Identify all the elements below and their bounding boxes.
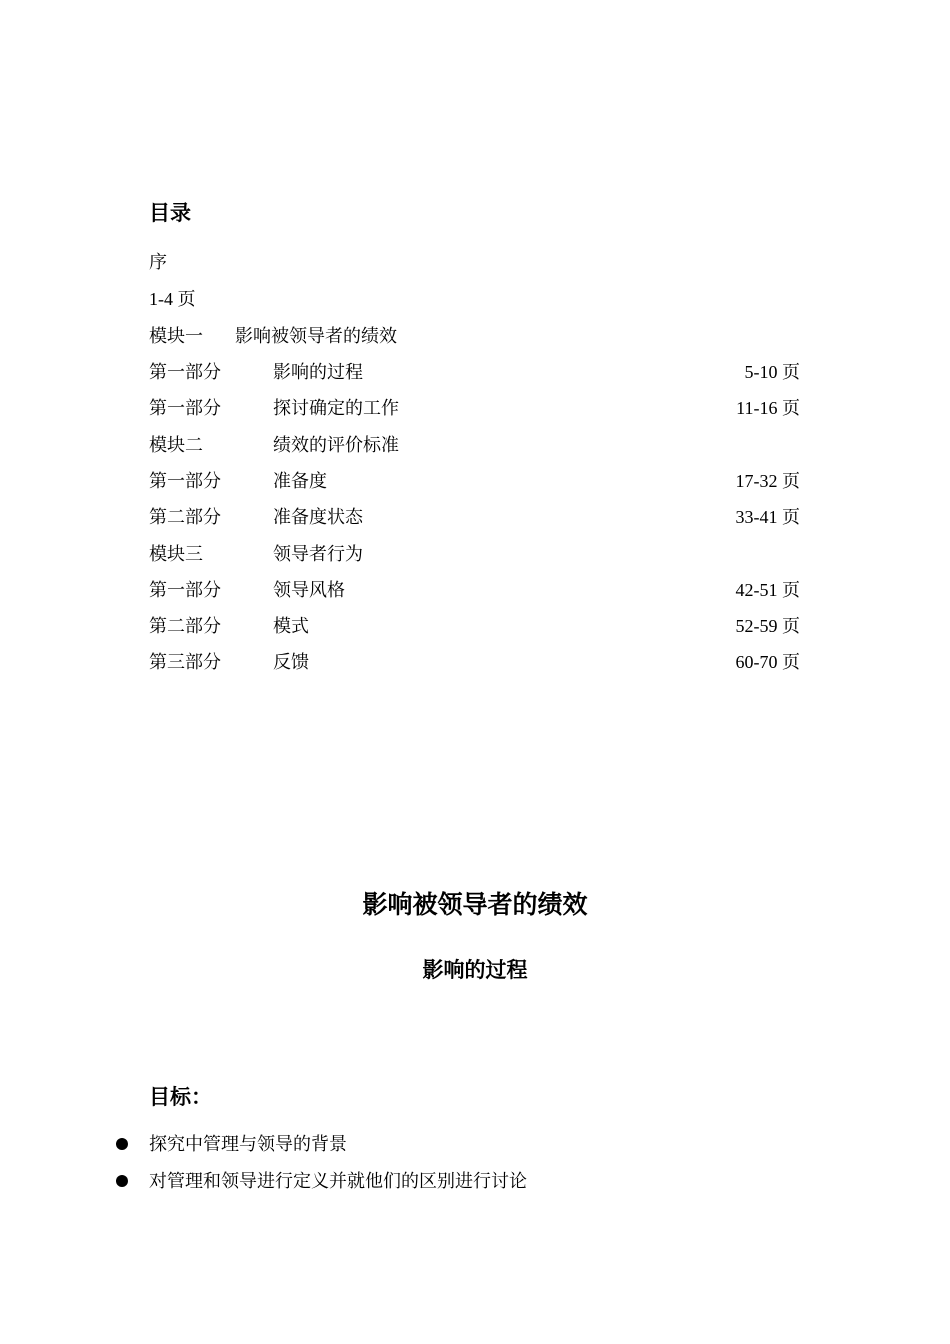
toc-part-label: 第一部分 (149, 580, 221, 600)
toc-entry (149, 469, 800, 493)
toc-part-title: 探讨确定的工作 (273, 398, 399, 418)
toc-entry-module (149, 433, 800, 457)
toc-module-title: 绩效的评价标准 (273, 435, 399, 455)
toc-entry (149, 287, 800, 311)
toc-part-label: 第一部分 (149, 471, 221, 491)
bullet-dot-icon (116, 1138, 128, 1150)
toc-part-label: 第二部分 (149, 507, 221, 527)
toc-part-title: 领导风格 (273, 580, 345, 600)
goal-text: 探究中管理与领导的背景 (149, 1134, 347, 1154)
goal-text: 对管理和领导进行定义并就他们的区别进行讨论 (149, 1171, 527, 1191)
toc-part-label: 第一部分 (149, 398, 221, 418)
toc-page-range: 60-70 页 (735, 652, 800, 672)
toc-entry (149, 250, 800, 274)
toc-entry (149, 614, 800, 638)
toc-part-title: 准备度 (273, 471, 327, 491)
bullet-dot-icon (116, 1175, 128, 1187)
toc-page-range: 52-59 页 (735, 616, 800, 636)
toc-entry (149, 650, 800, 674)
toc-module-label: 模块一 (149, 326, 203, 346)
toc-module-label: 模块三 (149, 544, 203, 564)
toc-entry-label: 1-4 页 (149, 289, 196, 309)
section-subtitle: 影响的过程 (422, 958, 528, 982)
toc-module-label: 模块二 (149, 435, 203, 455)
toc-entry-module (149, 542, 800, 566)
toc-module-title: 影响被领导者的绩效 (235, 326, 397, 346)
toc-page-range: 42-51 页 (735, 580, 800, 600)
toc-part-label: 第三部分 (149, 652, 221, 672)
toc-part-label: 第二部分 (149, 616, 221, 636)
toc-entry (149, 360, 800, 384)
toc-part-title: 影响的过程 (273, 362, 363, 382)
toc-entry (149, 578, 800, 602)
toc-entry-module (149, 324, 800, 348)
goals-heading: 目标： (149, 1085, 212, 1109)
toc-module-title: 领导者行为 (273, 544, 363, 564)
toc-page-range: 5-10 页 (744, 362, 800, 382)
toc-part-title: 准备度状态 (273, 507, 363, 527)
toc-title: 目录 (149, 201, 191, 225)
toc-page-range: 33-41 页 (735, 507, 800, 527)
toc-page-range: 17-32 页 (735, 471, 800, 491)
toc-entry (149, 396, 800, 420)
section-title: 影响被领导者的绩效 (362, 892, 588, 919)
toc-part-title: 反馈 (273, 652, 309, 672)
toc-part-title: 模式 (273, 616, 309, 636)
toc-entry-label: 序 (149, 252, 167, 272)
toc-entry (149, 505, 800, 529)
toc-page-range: 11-16 页 (736, 398, 800, 418)
toc-part-label: 第一部分 (149, 362, 221, 382)
